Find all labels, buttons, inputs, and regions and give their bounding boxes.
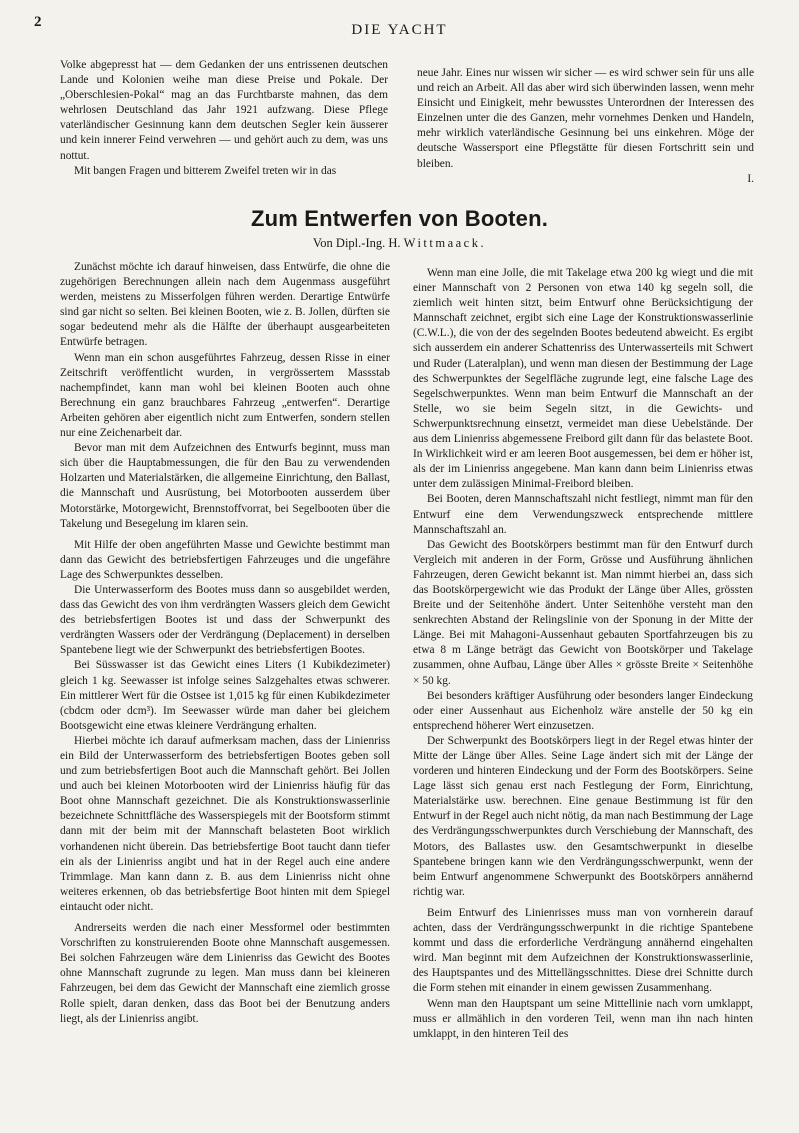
paragraph: Wenn man ein schon ausgeführtes Fahrzeug, dessen Risse in einer Zeitschrift veröffentlicht wurden, in vergrössertem Massstab nachempfindet, kann man wohl bei kleinen Booten auch ohne Berechnung ein ganz brauchbares Fahrzeug „entwerfen“. Derartige Arbeiten gehören aber eigentlich nicht zum Entwerfen, sondern stellen nur eine Zeichenarbeit dar. [60, 351, 390, 440]
byline-author: Wittmaack. [403, 236, 487, 250]
paragraph: Beim Entwurf des Linienrisses muss man von vornherein darauf achten, dass der Verdrängungsschwerpunkt in die richtige Spantebene kommt und dass die erforderliche Verdrängung annähernd eingehalten wird. Man beginnt mit dem Aufzeichnen der Konstruktionswasserlinie, des Hauptspantes und des Mittellängsschnittes. Diese drei Schnitte durch die Form stehen mit einander in einem gewissen Zusammenhang. [413, 906, 753, 995]
paragraph: Mit bangen Fragen und bitterem Zweifel treten wir in das [74, 164, 337, 177]
paragraph: Zunächst möchte ich darauf hinweisen, dass Entwürfe, die ohne die zugehörigen Berechnungen allein nach dem Augenmass ausgeführt werden, meistens zu Misserfolgen führen werden. Derartige Entwürfe sind gar nicht so selten. Bei kleinen Booten, wie z. B. Jollen, dürften sie sogar bedeutend mehr als die Hälfte der überhaupt ausgearbeiteten Entwürfe betragen. [60, 261, 390, 349]
paragraph: Mit Hilfe der oben angeführten Masse und Gewichte bestimmt man dann das Gewicht des betriebsfertigen Fahrzeuges und die ungefähre Lage des Schwerpunktes desselben. [60, 538, 390, 581]
body-right-column [413, 266, 753, 1042]
intro-right-column [417, 66, 754, 187]
byline-prefix: Von Dipl.-Ing. H. [312, 236, 401, 250]
intro-left-column [60, 58, 388, 179]
paragraph: Bevor man mit dem Aufzeichnen des Entwurfs beginnt, muss man sich über die Hauptabmessungen, die für den Bau zu verwendenden Holzarten und Materialstärken, die allgemeine Einrichtung, den Ballast, die Mannschaft und Ausrüstung, bei Motorbooten ausserdem über Motorstärke, Motorgewicht, Brennstoffvorrat, bei Segelbooten über die Takelung und Besegelung im klaren sein. [60, 442, 390, 530]
paragraph: Bei besonders kräftiger Ausführung oder besonders langer Eindeckung oder einer Aussenhaut aus Eichenholz wäre anstelle der 50 kg ein entsprechend höherer Wert einzusetzen. [413, 689, 753, 732]
paragraph: Hierbei möchte ich darauf aufmerksam machen, dass der Linienriss ein Bild der Unterwasserform des betriebsfertigen Bootes geben soll und zum betriebsfertigen Boot auch die Mannschaft gehört. Bei Jollen und auch bei kleinen Motorbooten wird der Linienriss häufig für das Boot ohne Mannschaft gezeichnet. Die als Konstruktionswasserlinie bezeichnete Schnittfläche des Wasserspiegels mit der Bootsform stimmt dann mit der beim mit der Mannschaft belasteten Boot wirklich vorhandenen nicht überein. Das betriebsfertige Boot taucht dann tiefer ein als der Linienriss angibt und hat in der Regel auch eine andere Trimmlage. Man kann dann z. B. aus dem Linienriss nicht ohne weiteres erkennen, ob das betriebsfertige Boot hinten mit dem Spiegel eintaucht oder nicht. [60, 734, 390, 913]
article-title: Zum Entwerfen von Booten. [250, 206, 549, 231]
paragraph: Die Unterwasserform des Bootes muss dann so ausgebildet werden, dass das Gewicht des von ihm verdrängten Wassers gleich dem Gewicht des betriebsfertigen Bootes ist und dass der Schwerpunkt des verdrängten Wassers oder der Verdrängung (Deplacement) in derselben Spantebene liegt wie der Schwerpunkt des betriebsfertigen Bootes. [60, 583, 390, 657]
running-head: DIE YACHT [351, 22, 448, 38]
paragraph: Wenn man den Hauptspant um seine Mittellinie nach vorn umklappt, muss er allmählich in den vorderen Teil, wenn man ihn nach hinten umklappt, in den hinteren Teil des [413, 997, 753, 1040]
page-number: 2 [34, 14, 42, 30]
paragraph: Bei Süsswasser ist das Gewicht eines Liters (1 Kubikdezimeter) gleich 1 kg. Seewasser ist infolge seines Salzgehaltes etwas schwerer. Ein mittlerer Wert für die Ostsee ist 1,015 kg für einen Kubikdezimeter (cbdcm oder dcm³). Im Seewasser würde man daher bei gleichem Bootsgewicht eine etwas kleinere Verdrängung erhalten. [60, 659, 390, 732]
paragraph: Andrerseits werden die nach einer Messformel oder bestimmten Vorschriften zu konstruierenden Boote ohne Mannschaft ausgemessen. Bei solchen Fahrzeugen wäre dem Linienriss das Gewicht des Bootes ohne Mannschaft zugrunde zu legen. Man muss dann bei kleineren Fahrzeugen, bei dem das Gewicht der Mannschaft eine ziemlich grosse Rolle spielt, daran denken, dass das Boot bei der Benutzung anders liegt, als der Linienriss angibt. [60, 922, 390, 1025]
paragraph: Das Gewicht des Bootskörpers bestimmt man für den Entwurf durch Vergleich mit anderen in der Form, Grösse und Ausführung ähnlichen Fahrzeugen, deren Gewicht bekannt ist. Man nimmt hierbei an, dass sich das Bootskörpergewicht wie das Produkt der Länge über Alles, grössten Breite und der Seitenhöhe ändert. Unter Seitenhöhe versteht man den senkrechten Abstand der Relingslinie von der Sponung in der Mitte der Länge. Bei mit Mahagoni-Aussenhaut gebauten Sportfahrzeugen bis zu etwa 8 m Länge beträgt das Gewicht von Bootskörper und Takelage zusammen, ohne Aufbau, Länge über Alles × grösste Breite × Seitenhöhe × 50 kg. [413, 538, 753, 687]
signature: I. [747, 172, 754, 185]
byline [0, 236, 799, 251]
paragraph: Bei Booten, deren Mannschaftszahl nicht festliegt, nimmt man für den Entwurf eine dem Verwendungszweck entsprechende mittlere Mannschaftszahl an. [413, 493, 753, 536]
paragraph: Der Schwerpunkt des Bootskörpers liegt in der Regel etwas hinter der Mitte der Länge über Alles. Seine Lage ändert sich mit der Länge der vorderen und hinteren Eindeckung und der Form des Bootskörpers. Seine Lage lässt sich genau erst nach Festlegung der Form, Einrichtung, Materialstärke usw. berechnen. Eine genaue Bestimmung ist für den Entwurf in der Regel auch nicht nötig, da man nach Bestimmung der Lage des Verdrängungsschwerpunktes durch Verschiebung der Mannschaft, des Motors, des Ballastes usw. den Gesamtschwerpunkt in dieselbe Spantebene bringen kann wie den Verdrängungsschwerpunkt, wenn der beim Entwurf angenommene Schwerpunkt des Bootskörpers annähernd richtig war. [413, 734, 753, 898]
body-left-column [60, 260, 390, 1027]
paragraph: Wenn man eine Jolle, die mit Takelage etwa 200 kg wiegt und die mit einer Mannschaft von 2 Personen von etwa 140 kg segeln soll, die ziemlich weit hinten sitzt, beim Entwurf ohne Berücksichtigung der Mannschaft zeichnet, ergibt sich eine Lage der Konstruktionswasserlinie (C.W.L.), die von der des segelnden Bootes bedeutend abweicht. Es ergibt sich ausserdem ein anderer Schattenriss des Unterwasserteils mit Schwert und Ruder (Lateralplan), und wenn man diesen der Bestimmung der Lage des Schwerpunktes der Segelfläche zugrunde legt, eine falsche Lage des Segelschwerpunktes. Wenn man beim Entwurf die Mannschaft an der Stelle, wo sie beim Segeln sitzt, in die Gewichts- und Schwerpunktsrechnung einsetzt, vermeidet man diese Uebelstände. Der aus dem Linienriss abgemessene Freibord gilt dann für das belastete Boot. In Wirklichkeit wird er am leeren Boot ausgemessen, bei dem er höher ist, als der im Linienriss angegebene. Man kann dann beim Linienriss etwas unter dem zulässigen Minimal-Freibord bleiben. [413, 267, 753, 491]
paragraph: Volke abgepresst hat — dem Gedanken der uns entrissenen deutschen Lande und Kolonien weihe man diese Preise und Pokale. Der „Oberschlesien-Pokal“ mag an das Furchtbarste mahnen, das dem wehrlosen Deutschland das Jahr 1921 aufzwang. Diese Pflege vaterländischer Gesinnung kann dem deutschen Segler kein äusserer und kein innerer Feind verwehren — und gehört auch zu dem, was uns nottut. [60, 59, 388, 162]
paragraph: neue Jahr. Eines nur wissen wir sicher — es wird schwer sein für uns alle und reich an Arbeit. All das aber wird sich überwinden lassen, wenn mehr Einsicht und Einigkeit, mehr bewusstes Unterordnen der Interessen des Einzelnen unter die des Ganzen, mehr vornehmes Denken und Handeln, mehr wirklich vaterländische Gesinnung bei uns einkehren. Möge der deutsche Wassersport eine Pflegstätte für diesen Fortschritt sein und bleiben. [417, 67, 754, 170]
